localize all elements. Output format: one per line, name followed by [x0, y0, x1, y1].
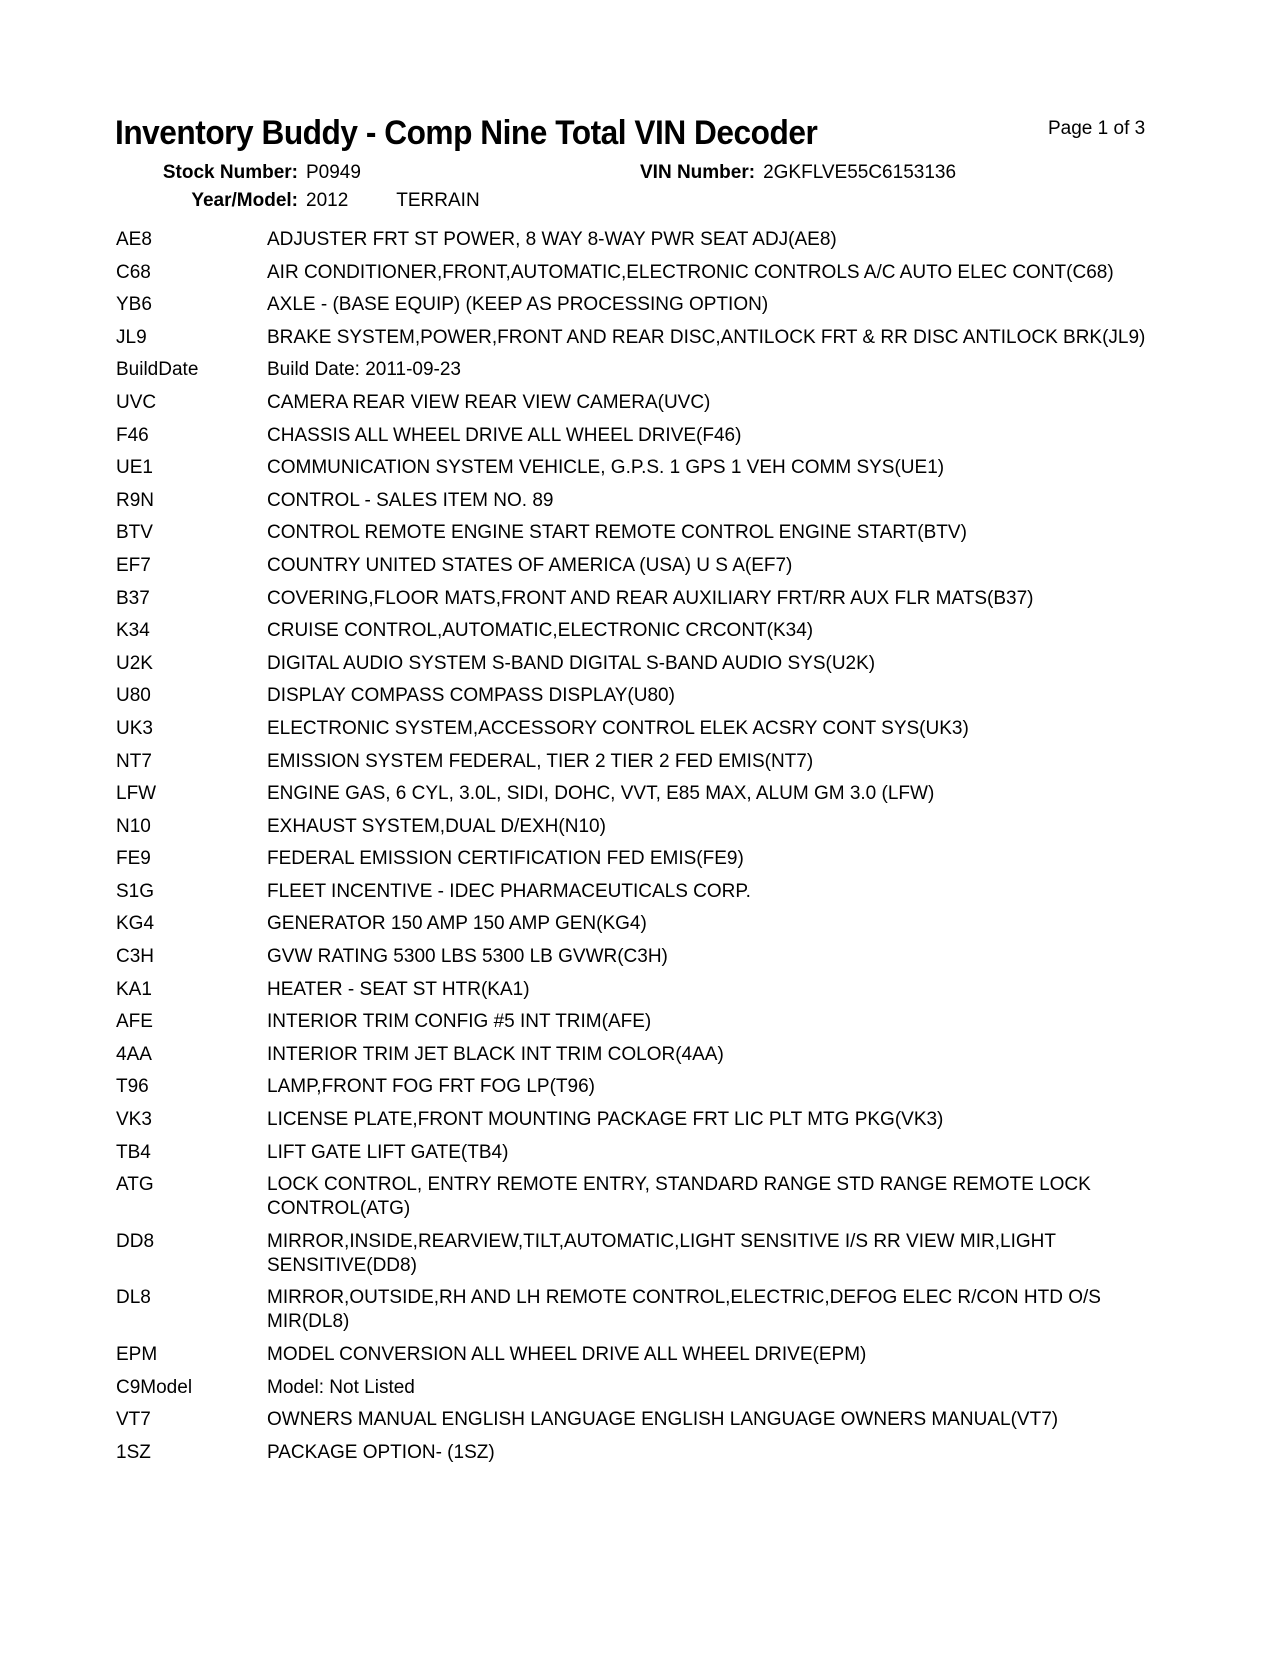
option-row — [116, 358, 1156, 382]
option-code: AE8 — [116, 229, 152, 250]
option-description: COUNTRY UNITED STATES OF AMERICA (USA) U S A(EF7) — [267, 554, 793, 576]
stock-number-label: Stock Number: — [162, 162, 298, 183]
option-description: AXLE - (BASE EQUIP) (KEEP AS PROCESSING OPTION) — [267, 294, 769, 316]
year-value: 2012 — [306, 190, 349, 211]
option-row — [116, 261, 1156, 285]
option-description: LAMP,FRONT FOG FRT FOG LP(T96) — [267, 1076, 595, 1098]
page-indicator: Page 1 of 3 — [1048, 118, 1146, 139]
option-description: FEDERAL EMISSION CERTIFICATION FED EMIS(FE9) — [267, 848, 744, 870]
option-row — [116, 587, 1156, 611]
option-code: EPM — [116, 1344, 158, 1365]
option-code-list — [116, 228, 1156, 1473]
option-code: ATG — [116, 1174, 154, 1196]
option-description: MIRROR,OUTSIDE,RH AND LH REMOTE CONTROL,ELECTRIC,DEFOG ELEC R/CON HTD O/S MIR(DL8) — [267, 1287, 1101, 1333]
option-code: FE9 — [116, 848, 151, 870]
option-description: INTERIOR TRIM JET BLACK INT TRIM COLOR(4AA) — [267, 1043, 724, 1065]
option-row — [116, 978, 1156, 1002]
option-code: N10 — [116, 815, 151, 837]
option-row — [116, 424, 1156, 448]
option-row — [116, 1075, 1156, 1099]
option-description: FLEET INCENTIVE - IDEC PHARMACEUTICALS CORP. — [267, 880, 751, 902]
vin-number-value: 2GKFLVE55C6153136 — [763, 162, 957, 183]
option-description: MIRROR,INSIDE,REARVIEW,TILT,AUTOMATIC,LIGHT SENSITIVE I/S RR VIEW MIR,LIGHT SENSITIVE(DD8) — [267, 1230, 1056, 1276]
option-row — [116, 326, 1156, 350]
option-description: HEATER - SEAT ST HTR(KA1) — [267, 978, 530, 1000]
option-code: KG4 — [116, 913, 155, 935]
option-code: C3H — [116, 946, 155, 968]
option-row — [116, 847, 1156, 871]
option-code: TB4 — [116, 1141, 151, 1163]
option-code: DL8 — [116, 1287, 151, 1309]
option-code: F46 — [116, 424, 149, 446]
option-code: JL9 — [116, 326, 147, 348]
option-code: C9Model — [116, 1376, 193, 1398]
option-description: CRUISE CONTROL,AUTOMATIC,ELECTRONIC CRCONT(K34) — [267, 620, 814, 642]
option-code: VK3 — [116, 1109, 152, 1131]
stock-number-field — [140, 162, 361, 184]
option-row — [116, 554, 1156, 578]
option-row — [116, 391, 1156, 415]
option-description: CONTROL - SALES ITEM NO. 89 — [267, 489, 554, 511]
option-row — [116, 1141, 1156, 1165]
option-row — [116, 1230, 1156, 1278]
option-code: B37 — [116, 587, 150, 609]
option-row — [116, 717, 1156, 741]
year-model-label: Year/Model: — [191, 190, 298, 211]
option-description: GENERATOR 150 AMP 150 AMP GEN(KG4) — [267, 913, 647, 935]
option-code: K34 — [116, 620, 150, 642]
option-row — [116, 1173, 1156, 1221]
option-description: AIR CONDITIONER,FRONT,AUTOMATIC,ELECTRONIC CONTROLS A/C AUTO ELEC CONT(C68) — [267, 261, 1114, 283]
option-code: BTV — [116, 522, 153, 544]
option-description: PACKAGE OPTION- (1SZ) — [267, 1441, 495, 1463]
vin-number-field — [640, 162, 956, 184]
option-description: DISPLAY COMPASS COMPASS DISPLAY(U80) — [267, 685, 675, 707]
option-description: COVERING,FLOOR MATS,FRONT AND REAR AUXILIARY FRT/RR AUX FLR MATS(B37) — [267, 587, 1034, 609]
option-description: COMMUNICATION SYSTEM VEHICLE, G.P.S. 1 GPS 1 VEH COMM SYS(UE1) — [267, 457, 945, 479]
option-description: OWNERS MANUAL ENGLISH LANGUAGE ENGLISH LANGUAGE OWNERS MANUAL(VT7) — [267, 1409, 1059, 1431]
option-code: LFW — [116, 783, 157, 805]
option-description: ELECTRONIC SYSTEM,ACCESSORY CONTROL ELEK ACSRY CONT SYS(UK3) — [267, 717, 969, 739]
option-code: EF7 — [116, 554, 151, 576]
report-title: Inventory Buddy - Comp Nine Total VIN Decoder — [115, 114, 818, 152]
option-row — [116, 619, 1156, 643]
option-description: Build Date: 2011-09-23 — [267, 359, 461, 381]
option-row — [116, 945, 1156, 969]
option-description: CHASSIS ALL WHEEL DRIVE ALL WHEEL DRIVE(F46) — [267, 424, 742, 446]
option-description: LICENSE PLATE,FRONT MOUNTING PACKAGE FRT LIC PLT MTG PKG(VK3) — [267, 1109, 944, 1131]
option-description: LOCK CONTROL, ENTRY REMOTE ENTRY, STANDARD RANGE STD RANGE REMOTE LOCK CONTROL(ATG) — [267, 1174, 1091, 1220]
option-row — [116, 1010, 1156, 1034]
option-row — [116, 1408, 1156, 1432]
option-row — [116, 1343, 1156, 1367]
option-description: Model: Not Listed — [267, 1376, 415, 1398]
option-code: R9N — [116, 489, 155, 511]
option-code: AFE — [116, 1011, 153, 1033]
option-row — [116, 521, 1156, 545]
option-code: S1G — [116, 880, 155, 902]
option-description: LIFT GATE LIFT GATE(TB4) — [267, 1141, 509, 1163]
option-row — [116, 1376, 1156, 1400]
option-code: 1SZ — [116, 1441, 151, 1463]
option-code: T96 — [116, 1076, 149, 1098]
option-description: CONTROL REMOTE ENGINE START REMOTE CONTROL ENGINE START(BTV) — [267, 522, 967, 544]
option-row — [116, 912, 1156, 936]
option-row — [116, 293, 1156, 317]
year-model-field — [140, 190, 480, 212]
option-row — [116, 1108, 1156, 1132]
option-code: UE1 — [116, 457, 153, 479]
option-code: UVC — [116, 391, 157, 413]
option-row — [116, 228, 1156, 252]
option-code: C68 — [116, 261, 151, 283]
option-code: YB6 — [116, 294, 152, 316]
option-row — [116, 489, 1156, 513]
option-description: INTERIOR TRIM CONFIG #5 INT TRIM(AFE) — [267, 1011, 652, 1033]
option-code: U80 — [116, 685, 151, 707]
option-code: KA1 — [116, 978, 152, 1000]
option-row — [116, 1043, 1156, 1067]
option-row — [116, 750, 1156, 774]
option-code: VT7 — [116, 1409, 151, 1431]
option-row — [116, 456, 1156, 480]
option-row — [116, 684, 1156, 708]
option-description: GVW RATING 5300 LBS 5300 LB GVWR(C3H) — [267, 946, 668, 968]
option-description: ENGINE GAS, 6 CYL, 3.0L, SIDI, DOHC, VVT, E85 MAX, ALUM GM 3.0 (LFW) — [267, 783, 935, 805]
option-description: CAMERA REAR VIEW REAR VIEW CAMERA(UVC) — [267, 391, 711, 413]
option-row — [116, 652, 1156, 676]
option-row — [116, 782, 1156, 806]
option-code: NT7 — [116, 750, 152, 772]
stock-number-value: P0949 — [306, 162, 361, 183]
option-row — [116, 815, 1156, 839]
option-row — [116, 1286, 1156, 1334]
option-description: BRAKE SYSTEM,POWER,FRONT AND REAR DISC,ANTILOCK FRT & RR DISC ANTILOCK BRK(JL9) — [267, 326, 1146, 348]
option-code: DD8 — [116, 1230, 155, 1252]
model-value: TERRAIN — [396, 190, 480, 211]
option-description: EMISSION SYSTEM FEDERAL, TIER 2 TIER 2 FED EMIS(NT7) — [267, 750, 814, 772]
option-row — [116, 880, 1156, 904]
option-description: ADJUSTER FRT ST POWER, 8 WAY 8-WAY PWR SEAT ADJ(AE8) — [267, 229, 837, 250]
option-code: U2K — [116, 652, 153, 674]
option-code: 4AA — [116, 1043, 152, 1065]
option-description: EXHAUST SYSTEM,DUAL D/EXH(N10) — [267, 815, 606, 837]
option-code: UK3 — [116, 717, 153, 739]
option-description: MODEL CONVERSION ALL WHEEL DRIVE ALL WHEEL DRIVE(EPM) — [267, 1344, 867, 1365]
option-description: DIGITAL AUDIO SYSTEM S-BAND DIGITAL S-BAND AUDIO SYS(U2K) — [267, 652, 876, 674]
option-code: BuildDate — [116, 359, 199, 381]
option-row — [116, 1441, 1156, 1465]
vin-number-label: VIN Number: — [640, 162, 756, 183]
